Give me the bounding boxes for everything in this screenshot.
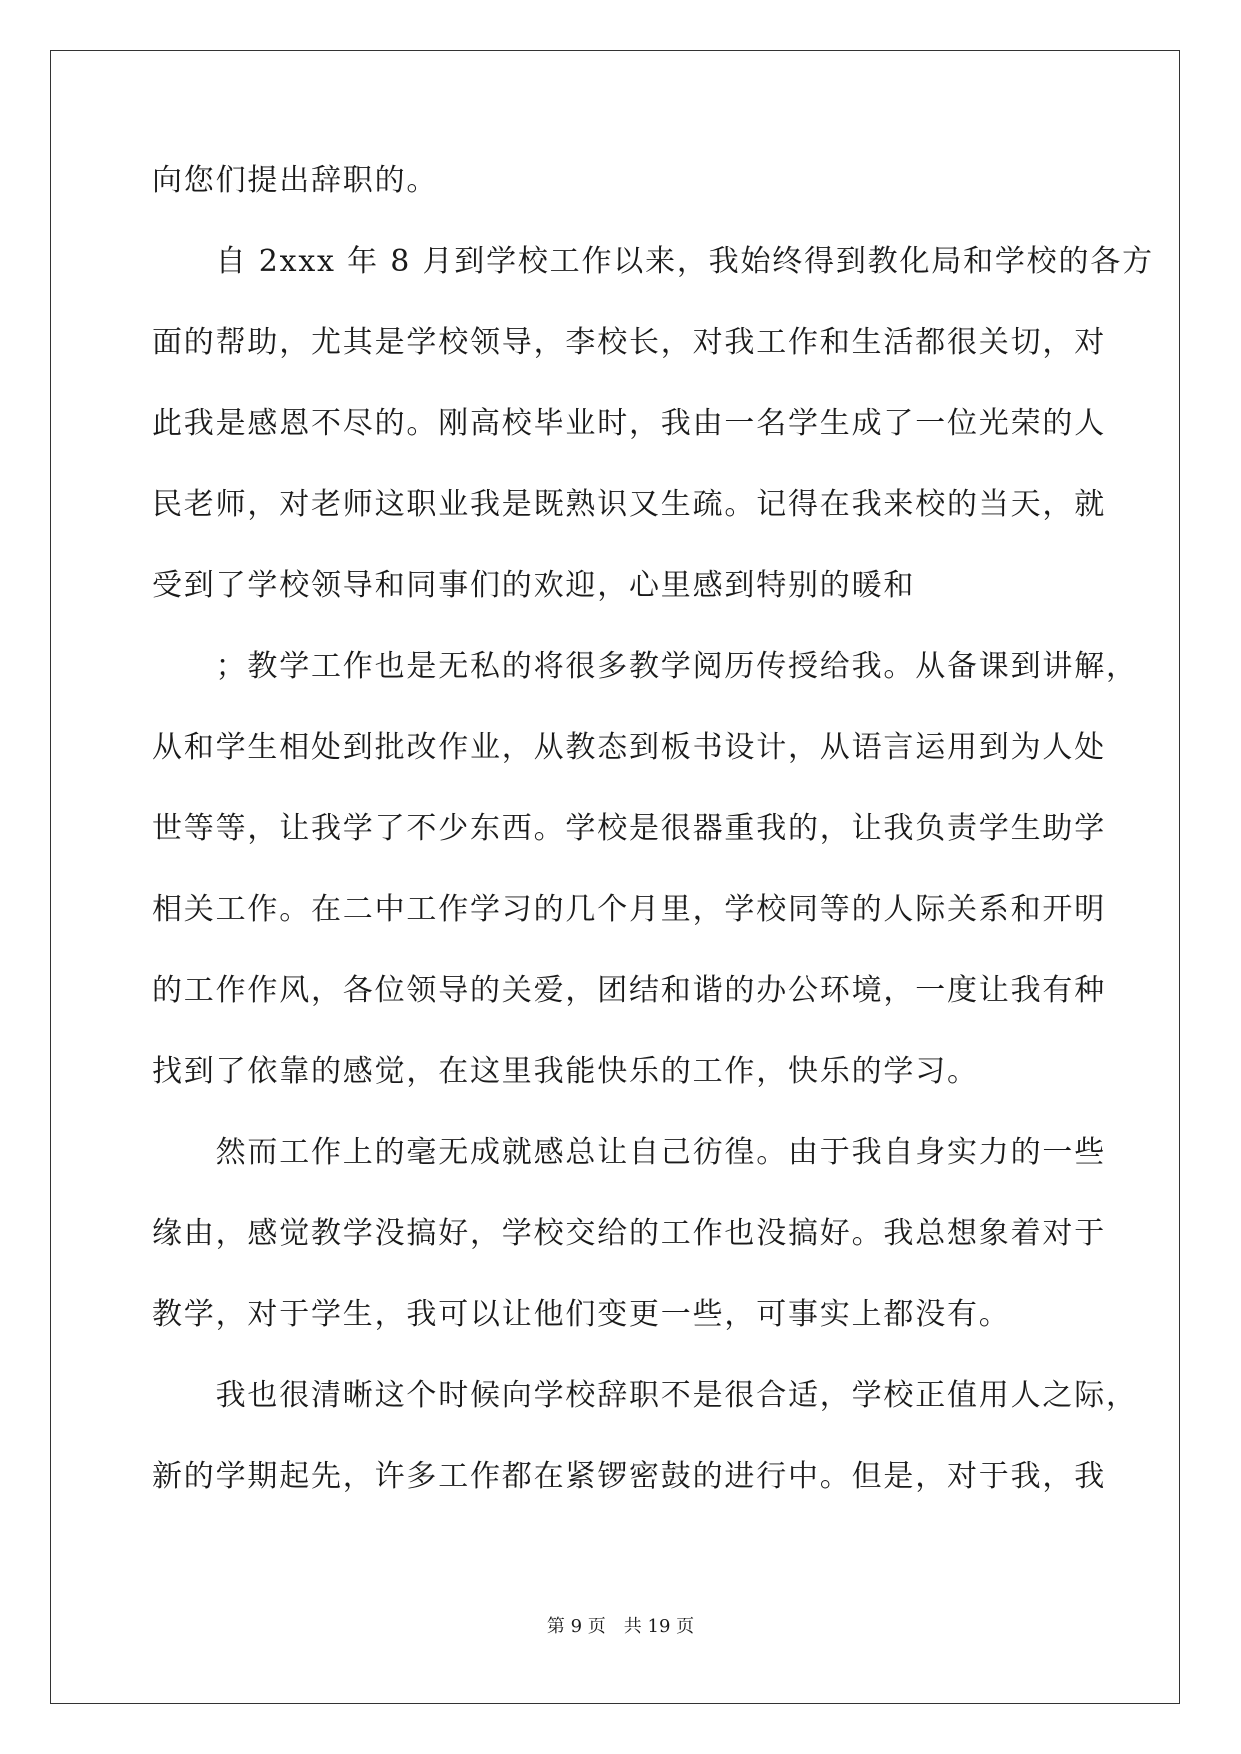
text-line: 自 2xxx 年 8 月到学校工作以来，我始终得到教化局和学校的各方 <box>152 244 1154 279</box>
text-line: 找到了依靠的感觉，在这里我能快乐的工作，快乐的学习。 <box>152 1054 979 1089</box>
text-line: 从和学生相处到批改作业，从教态到板书设计，从语言运用到为人处 <box>152 730 1106 765</box>
text-line: ；教学工作也是无私的将很多教学阅历传授给我。从备课到讲解， <box>152 649 1138 684</box>
text-line: 受到了学校领导和同事们的欢迎，心里感到特别的暖和 <box>152 568 916 603</box>
page-footer <box>0 1615 1241 1639</box>
text-line: 缘由，感觉教学没搞好，学校交给的工作也没搞好。我总想象着对于 <box>152 1216 1106 1251</box>
text-line: 相关工作。在二中工作学习的几个月里，学校同等的人际关系和开明 <box>152 892 1106 927</box>
text-line: 向您们提出辞职的。 <box>152 163 439 198</box>
text-line: 世等等，让我学了不少东西。学校是很器重我的，让我负责学生助学 <box>152 811 1106 846</box>
text-line: 我也很清晰这个时候向学校辞职不是很合适，学校正值用人之际， <box>152 1378 1138 1413</box>
total-pages: 共 19 页 <box>623 1616 695 1637</box>
text-line: 此我是感恩不尽的。刚高校毕业时，我由一名学生成了一位光荣的人 <box>152 406 1106 441</box>
current-page-number: 第 9 页 <box>546 1616 606 1637</box>
text-line: 然而工作上的毫无成就感总让自己彷徨。由于我自身实力的一些 <box>152 1135 1106 1170</box>
document-body <box>152 155 1154 1532</box>
text-line: 新的学期起先，许多工作都在紧锣密鼓的进行中。但是，对于我，我 <box>152 1459 1106 1494</box>
text-line: 的工作作风，各位领导的关爱，团结和谐的办公环境，一度让我有种 <box>152 973 1106 1008</box>
text-line: 教学，对于学生，我可以让他们变更一些，可事实上都没有。 <box>152 1297 1011 1332</box>
text-line: 民老师，对老师这职业我是既熟识又生疏。记得在我来校的当天，就 <box>152 487 1106 522</box>
text-line: 面的帮助，尤其是学校领导，李校长，对我工作和生活都很关切，对 <box>152 325 1106 360</box>
